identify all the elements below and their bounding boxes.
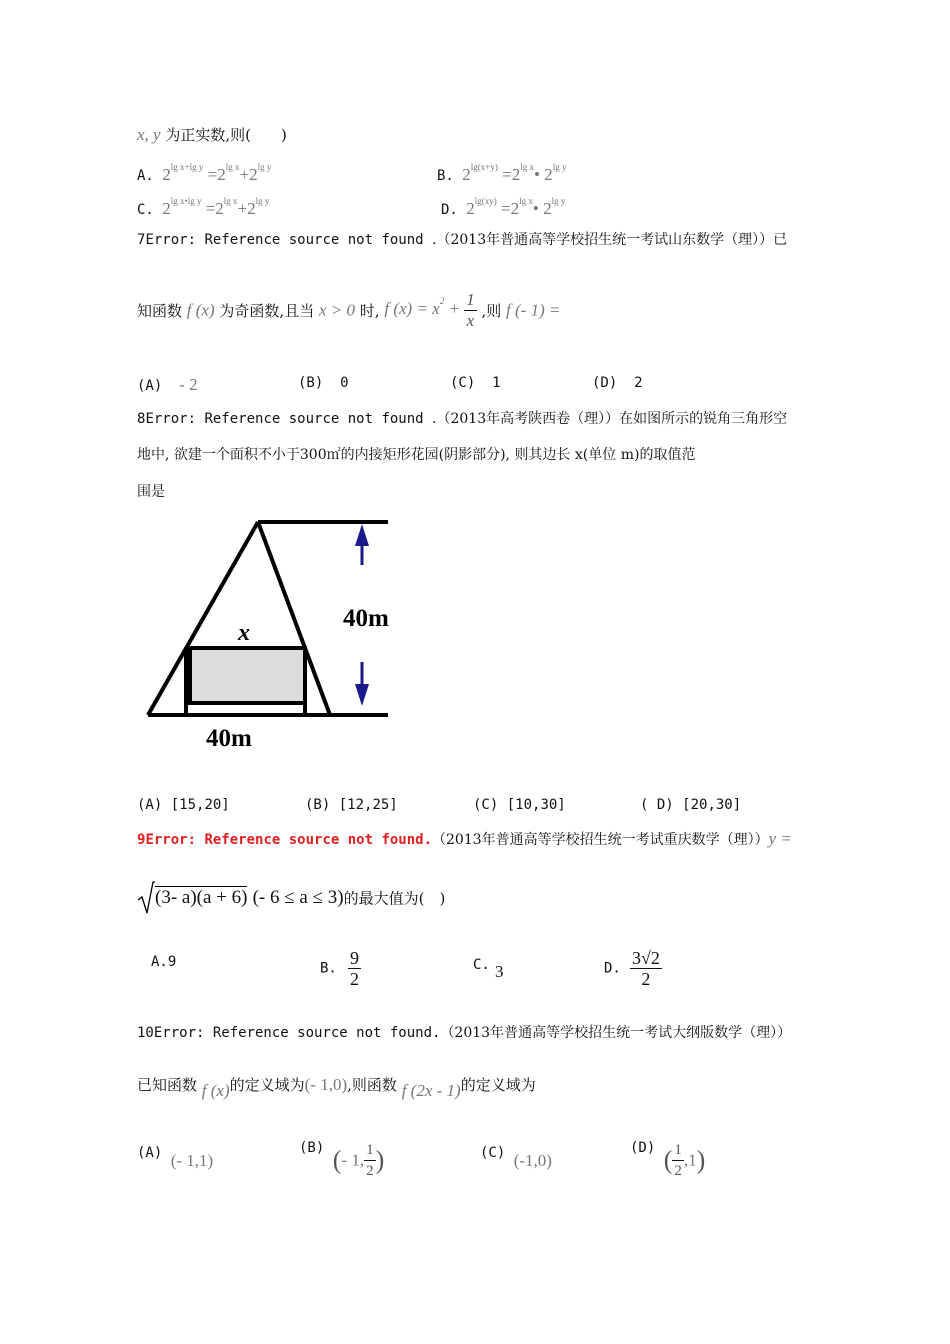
- question-source: .（2013年高考陕西卷（理））在如图所示的锐角三角形空: [432, 411, 788, 427]
- q10-option-c: (C) (-1,0): [480, 1145, 552, 1170]
- q8-option-a: (A) [15,20]: [137, 797, 230, 813]
- question-source: .（2013年普通高等学校招生统一考试山东数学（理））已: [432, 232, 788, 248]
- q10-option-b: (B) (- 1, $\frac{1}{2}$ ): [299, 1140, 385, 1179]
- question-number: 9: [137, 832, 146, 848]
- q7-option-a: (A) - 2: [137, 375, 198, 394]
- q8-option-b: (B) [12,25]: [305, 797, 398, 813]
- q6-stem: [137, 124, 287, 145]
- option-label: A.: [137, 168, 154, 184]
- reference-error: Error: Reference source not found: [145, 232, 424, 248]
- q8-line3: 围是: [137, 484, 165, 500]
- reference-error: Error: Reference source not found.: [153, 1025, 441, 1041]
- sqrt-icon: [137, 880, 155, 916]
- q10-option-d: (D) ( $\frac{1}{2}$ ,1): [630, 1140, 706, 1179]
- question-source: （2013年普通高等学校招生统一考试重庆数学（理））: [432, 832, 769, 848]
- q7-option-c: (C) 1: [450, 375, 501, 391]
- option-label: C.: [137, 202, 154, 218]
- q7-formula: f $(x) = x^2$ + $\frac{1}{x}$: [384, 290, 475, 330]
- q7-header: [137, 229, 787, 249]
- q9-option-d: D. $\frac{3√2}{2}$: [604, 948, 660, 989]
- q6-option-d: D. $2^{lg(xy)}$ $=2^{lg x}•$ $2^{lg y}$: [441, 196, 566, 218]
- q9-option-a: A.9: [151, 954, 177, 970]
- label-height: 40m: [343, 605, 389, 632]
- reference-error: Error: Reference source not found: [145, 411, 424, 427]
- q10-stem: 已知函数 f (x)的定义域为(- 1,0),则函数 f (2x - 1)的定义域为: [137, 1075, 536, 1100]
- q9-expression: (3- a)(a + 6) (- 6 ≤ a ≤ 3)的最大值为( ): [137, 880, 445, 916]
- q6-stem-text: 为正实数,则( ): [165, 126, 287, 144]
- q8-line2: 地中, 欲建一个面积不小于300㎡的内接矩形花园(阴影部分), 则其边长 x(单位 m)的取值范: [137, 447, 696, 463]
- garden-rectangle: [190, 648, 305, 703]
- q7-option-b: (B) 0: [298, 375, 349, 391]
- q8-figure: [140, 510, 400, 760]
- question-source: （2013年普通高等学校招生统一考试大纲版数学（理））: [440, 1025, 792, 1041]
- option-label: D.: [441, 202, 458, 218]
- q8-option-c: (C) [10,30]: [473, 797, 566, 813]
- q9-header: 9Error: Reference source not found.（2013年普通高等学校招生统一考试重庆数学（理））y =: [137, 829, 792, 848]
- q10-header: [137, 1022, 791, 1042]
- q6-vars: x, y: [137, 125, 161, 144]
- q6-option-b: B. $2^{lg(x+y)}$ $=2^{lg x}•$ $2^{lg y}$: [437, 162, 567, 184]
- reference-error: Error: Reference source not found.: [145, 832, 433, 848]
- q10-option-a: (A) (- 1,1): [137, 1145, 214, 1170]
- q8-option-d: ( D) [20,30]: [640, 797, 742, 813]
- q9-option-b: B. $\frac{9}{2}$: [320, 948, 359, 989]
- question-number: 7: [137, 232, 146, 248]
- q9-option-c: C. 3: [473, 957, 504, 981]
- label-x: x: [238, 620, 250, 646]
- question-number: 8: [137, 411, 146, 427]
- q6-option-c: C. $2^{lg x•lg y} =2^{lg x}+2^{lg y}$: [137, 196, 270, 218]
- q7-stem: 知函数 f (x) 为奇函数,且当 x > 0 时, f $(x) = x^2$ + $\frac{1}{x}$ ,则 f (- 1) =: [137, 290, 561, 330]
- label-base: 40m: [206, 725, 252, 752]
- option-label: B.: [437, 168, 454, 184]
- question-number: 10: [137, 1025, 154, 1041]
- q8-header: [137, 408, 787, 428]
- q6-option-a: A. $2^{lg x+lg y} =2^{lg x}+2^{lg y}$: [137, 162, 272, 184]
- q7-option-d: (D) 2: [592, 375, 643, 391]
